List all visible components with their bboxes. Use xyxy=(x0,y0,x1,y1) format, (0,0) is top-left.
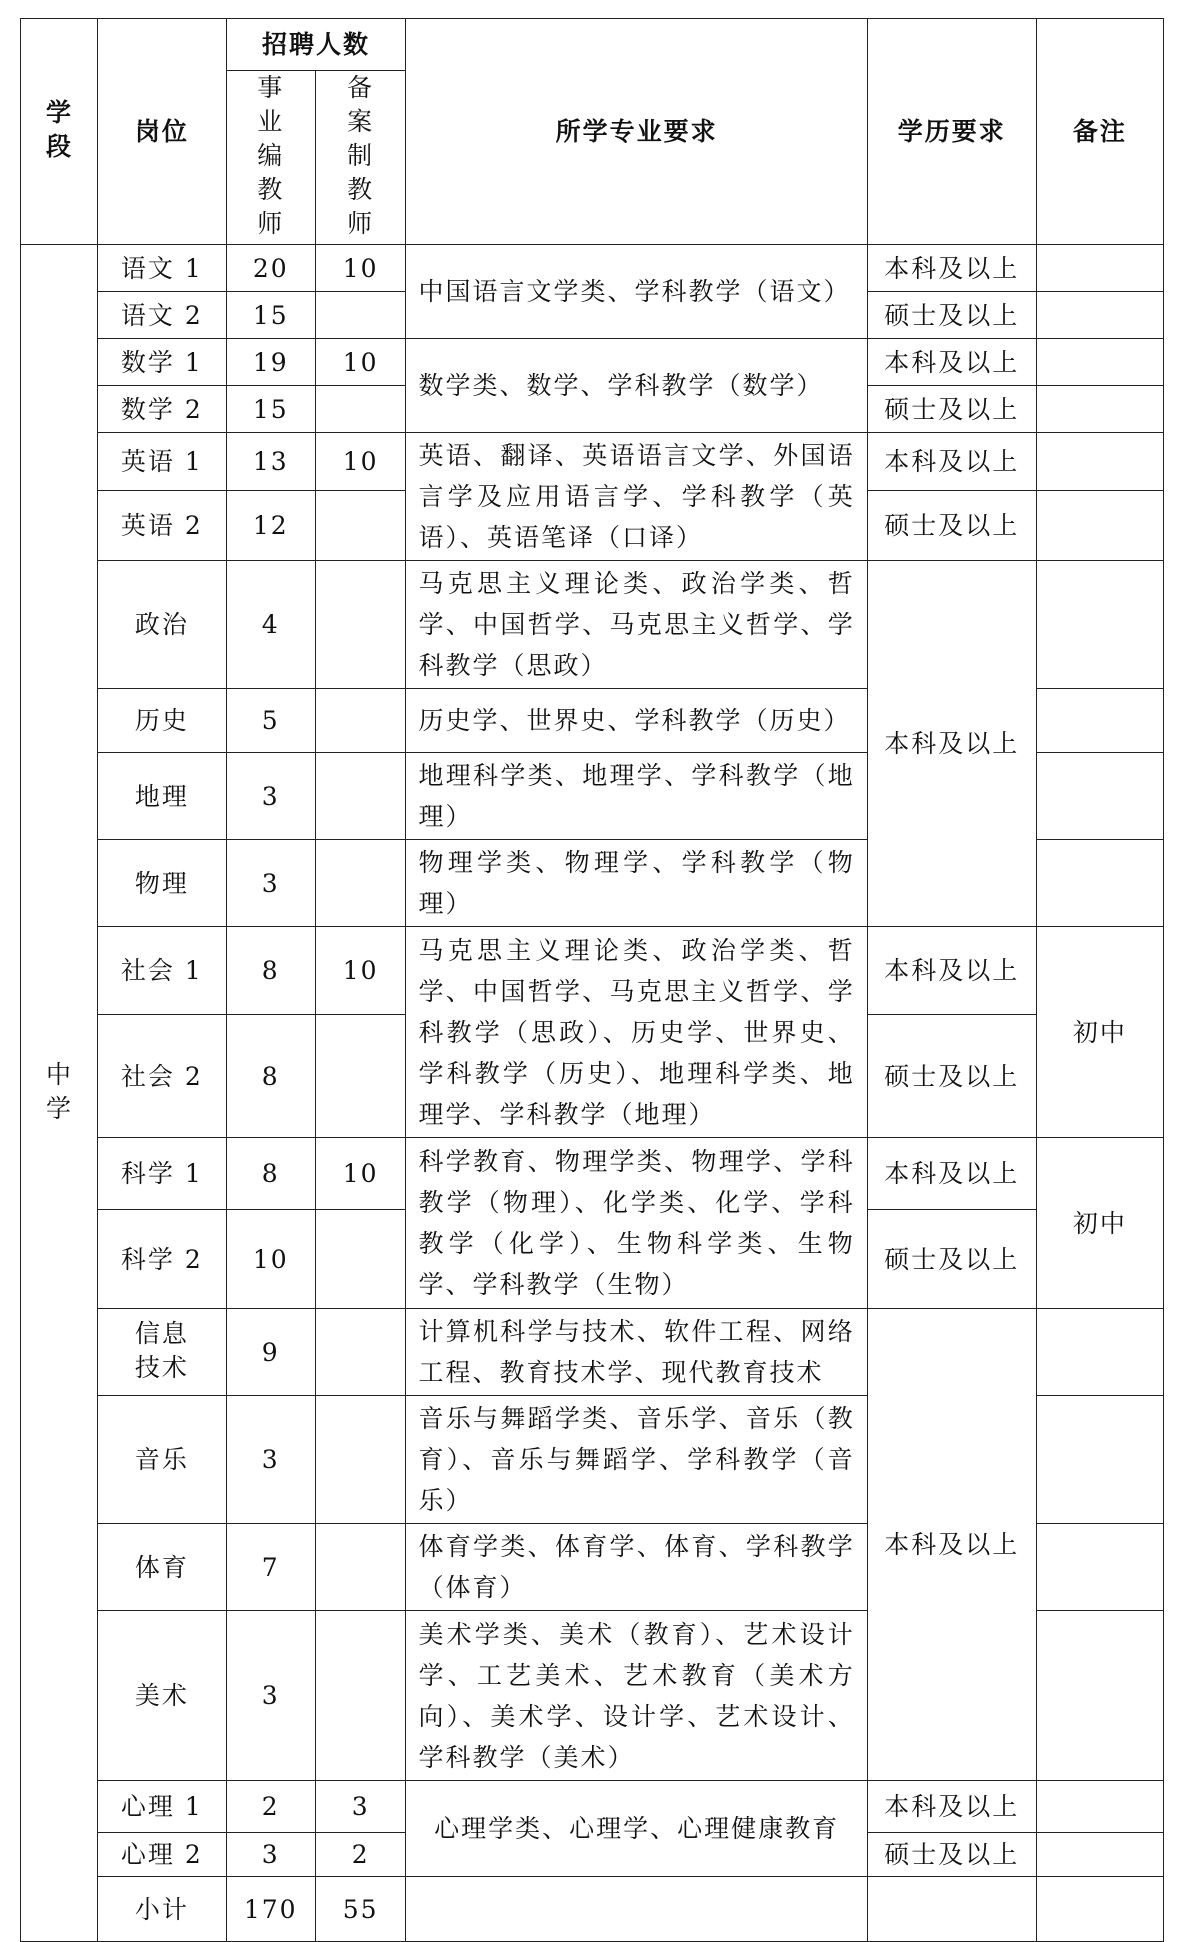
career-count: 20 xyxy=(226,245,315,292)
position-cell: 地理 xyxy=(98,753,226,840)
record-count xyxy=(315,1524,406,1611)
header-count: 招聘人数 xyxy=(226,19,406,71)
record-count xyxy=(315,689,406,753)
major-english: 英语、翻译、英语语言文学、外国语言学及应用语言学、学科教学（英语）、英语笔译（口译） xyxy=(406,433,867,561)
career-count: 15 xyxy=(226,386,315,433)
career-count: 3 xyxy=(226,753,315,840)
subtotal-record: 55 xyxy=(315,1877,406,1942)
career-count: 5 xyxy=(226,689,315,753)
note-cell xyxy=(1036,561,1163,689)
major-social: 马克思主义理论类、政治学类、哲学、中国哲学、马克思主义哲学、学科教学（思政）、历史学、世界史、学科教学（历史）、地理科学类、地理学、学科教学（地理） xyxy=(406,927,867,1138)
position-cell: 体育 xyxy=(98,1524,226,1611)
note-cell xyxy=(1036,1309,1163,1396)
header-note: 备注 xyxy=(1036,19,1163,245)
career-count: 3 xyxy=(226,1396,315,1524)
record-count: 10 xyxy=(315,1138,406,1210)
header-major: 所学专业要求 xyxy=(406,19,867,245)
record-count xyxy=(315,1309,406,1396)
education-cell: 本科及以上 xyxy=(867,339,1036,386)
education-cell: 本科及以上 xyxy=(867,1138,1036,1210)
major-it: 计算机科学与技术、软件工程、网络工程、教育技术学、现代教育技术 xyxy=(406,1309,867,1396)
position-cell: 心理 2 xyxy=(98,1833,226,1877)
career-count: 12 xyxy=(226,490,315,560)
career-count: 3 xyxy=(226,840,315,927)
major-history: 历史学、世界史、学科教学（历史） xyxy=(406,689,867,753)
career-count: 15 xyxy=(226,292,315,339)
position-cell: 信息技术 xyxy=(98,1309,226,1396)
education-cell: 硕士及以上 xyxy=(867,1015,1036,1138)
position-cell: 数学 2 xyxy=(98,386,226,433)
education-merged: 本科及以上 xyxy=(867,561,1036,927)
career-count: 4 xyxy=(226,561,315,689)
note-cell xyxy=(1036,433,1163,491)
position-cell: 英语 2 xyxy=(98,490,226,560)
major-music: 音乐与舞蹈学类、音乐学、音乐（教育）、音乐与舞蹈学、学科教学（音乐） xyxy=(406,1396,867,1524)
subtotal-note xyxy=(1036,1877,1163,1942)
record-count xyxy=(315,840,406,927)
record-count xyxy=(315,1210,406,1309)
position-cell: 英语 1 xyxy=(98,433,226,491)
note-cell xyxy=(1036,1781,1163,1833)
note-cell xyxy=(1036,490,1163,560)
major-psych: 心理学类、心理学、心理健康教育 xyxy=(406,1781,867,1877)
education-merged: 本科及以上 xyxy=(867,1309,1036,1781)
career-count: 9 xyxy=(226,1309,315,1396)
record-count xyxy=(315,1396,406,1524)
record-count: 3 xyxy=(315,1781,406,1833)
position-cell: 社会 1 xyxy=(98,927,226,1015)
record-count xyxy=(315,1015,406,1138)
major-math: 数学类、数学、学科教学（数学） xyxy=(406,339,867,433)
major-science: 科学教育、物理学类、物理学、学科教学（物理）、化学类、化学、学科教学（化学）、生物科学类、生物学、学科教学（生物） xyxy=(406,1138,867,1309)
subtotal-major xyxy=(406,1877,867,1942)
education-cell: 本科及以上 xyxy=(867,927,1036,1015)
education-cell: 硕士及以上 xyxy=(867,386,1036,433)
record-count: 10 xyxy=(315,339,406,386)
record-count xyxy=(315,490,406,560)
major-politics: 马克思主义理论类、政治学类、哲学、中国哲学、马克思主义哲学、学科教学（思政） xyxy=(406,561,867,689)
career-count: 8 xyxy=(226,1138,315,1210)
note-cell xyxy=(1036,689,1163,753)
note-cell xyxy=(1036,245,1163,292)
education-cell: 硕士及以上 xyxy=(867,1210,1036,1309)
note-cell xyxy=(1036,339,1163,386)
position-cell: 政治 xyxy=(98,561,226,689)
header-career-teacher: 事业编教师 xyxy=(226,71,315,245)
major-physics: 物理学类、物理学、学科教学（物理） xyxy=(406,840,867,927)
note-cell xyxy=(1036,1524,1163,1611)
note-cell xyxy=(1036,1833,1163,1877)
education-cell: 本科及以上 xyxy=(867,433,1036,491)
header-position: 岗位 xyxy=(98,19,226,245)
subtotal-education xyxy=(867,1877,1036,1942)
header-stage: 学段 xyxy=(21,19,98,245)
note-cell xyxy=(1036,1396,1163,1524)
position-cell: 社会 2 xyxy=(98,1015,226,1138)
career-count: 8 xyxy=(226,927,315,1015)
education-cell: 硕士及以上 xyxy=(867,490,1036,560)
note-cell xyxy=(1036,840,1163,927)
career-count: 10 xyxy=(226,1210,315,1309)
career-count: 2 xyxy=(226,1781,315,1833)
position-cell: 语文 1 xyxy=(98,245,226,292)
note-cell xyxy=(1036,753,1163,840)
major-pe: 体育学类、体育学、体育、学科教学（体育） xyxy=(406,1524,867,1611)
career-count: 19 xyxy=(226,339,315,386)
header-record-teacher: 备案制教师 xyxy=(315,71,406,245)
subtotal-career: 170 xyxy=(226,1877,315,1942)
recruitment-table xyxy=(20,18,1164,1942)
career-count: 13 xyxy=(226,433,315,491)
position-cell: 音乐 xyxy=(98,1396,226,1524)
record-count xyxy=(315,1611,406,1781)
education-cell: 硕士及以上 xyxy=(867,1833,1036,1877)
record-count xyxy=(315,561,406,689)
record-count xyxy=(315,386,406,433)
position-cell: 心理 1 xyxy=(98,1781,226,1833)
record-count xyxy=(315,292,406,339)
career-count: 3 xyxy=(226,1611,315,1781)
education-cell: 本科及以上 xyxy=(867,1781,1036,1833)
note-cell xyxy=(1036,1611,1163,1781)
note-cell xyxy=(1036,292,1163,339)
header-education: 学历要求 xyxy=(867,19,1036,245)
career-count: 3 xyxy=(226,1833,315,1877)
record-count: 10 xyxy=(315,433,406,491)
record-count: 10 xyxy=(315,927,406,1015)
record-count: 2 xyxy=(315,1833,406,1877)
subtotal-label: 小计 xyxy=(98,1877,226,1942)
note-cell xyxy=(1036,386,1163,433)
education-cell: 硕士及以上 xyxy=(867,292,1036,339)
note-science: 初中 xyxy=(1036,1138,1163,1309)
position-cell: 美术 xyxy=(98,1611,226,1781)
record-count: 10 xyxy=(315,245,406,292)
position-cell: 数学 1 xyxy=(98,339,226,386)
position-cell: 科学 2 xyxy=(98,1210,226,1309)
major-art: 美术学类、美术（教育）、艺术设计学、工艺美术、艺术教育（美术方向）、美术学、设计学、艺术设计、学科教学（美术） xyxy=(406,1611,867,1781)
position-cell: 科学 1 xyxy=(98,1138,226,1210)
note-social: 初中 xyxy=(1036,927,1163,1138)
position-cell: 物理 xyxy=(98,840,226,927)
career-count: 7 xyxy=(226,1524,315,1611)
position-cell: 语文 2 xyxy=(98,292,226,339)
major-geography: 地理科学类、地理学、学科教学（地理） xyxy=(406,753,867,840)
career-count: 8 xyxy=(226,1015,315,1138)
education-cell: 本科及以上 xyxy=(867,245,1036,292)
major-chinese: 中国语言文学类、学科教学（语文） xyxy=(406,245,867,339)
stage-cell: 中学 xyxy=(21,245,98,1942)
record-count xyxy=(315,753,406,840)
position-cell: 历史 xyxy=(98,689,226,753)
